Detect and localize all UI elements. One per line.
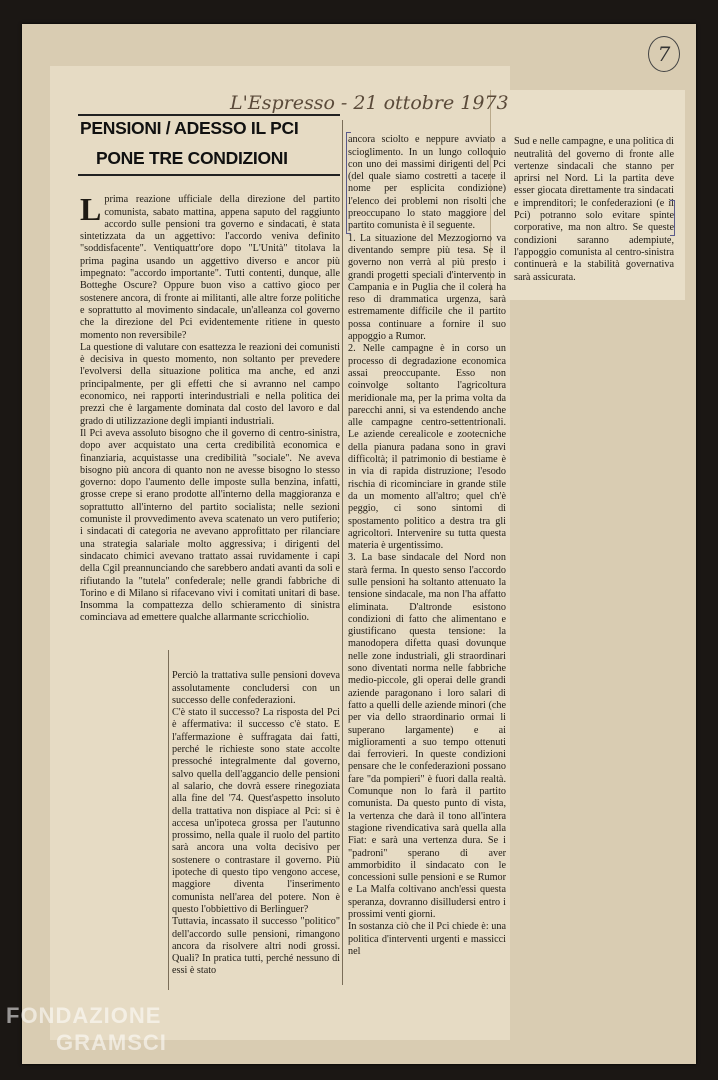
article-column-1 <box>80 182 340 642</box>
article-column-3-text: Sud e nelle campagne, e una politica di neutralità del governo di fronte alle vertenze sindacali che stanno per aprirsi nel Nord. Li la partita deve esser giocata direttamente tra sindacati e imprenditori; le confederazioni (e il Pci) potranno solo evitare spinte corporative, ma non altro. Se queste condizioni saranno adempiute, l'appoggio comunista al centro-sinistra continuerà e la stabilità governativa sarà assicurata. <box>514 136 674 283</box>
article-column-1b-text: Perciò la trattativa sulle pensioni doveva assolutamente concludersi con un successo delle confederazioni. C'è stato il successo? La risposta del Pci è affermativa: il successo c'è stato. E l'affermazione è suffragata dai fatti, perché le richieste sono state accolte pressoché integralmente dal governo, salvo quella dell'aggancio delle pensioni al salario, che dovrà essere rinegoziata alla fine del '74. Quest'aspetto insoluto della trattativa non dispiace al Pci: si è accesa un'ipoteca grossa per l'autunno prossimo, nella quale il ruolo del partito sarà ancora una volta decisivo per sostenere o contrastare il governo. Più ipoteche di questo tipo vengono accese, maggiore diventa l'inserimento comunista nell'area del potere. Non è questo l'obbiettivo di Berlinguer? Tuttavia, incassato il successo "politico" dell'accordo sulle pensioni, rimangono ancora da risolvere altri nodi grossi. Quali? In pratica tutti, perché nessuno di essi è stato <box>172 670 340 977</box>
article-column-3 <box>514 124 674 296</box>
handwritten-source-note: L'Espresso - 21 ottobre 1973 <box>230 92 509 114</box>
watermark-line-2: GRAMSCI <box>56 1030 167 1055</box>
column-divider <box>342 120 343 985</box>
article-column-1-text: prima reazione ufficiale della direzione del partito comunista, sabato mattina, appena saputo del raggiunto accordo sulle pensioni tra governo e sindacati, è stata sintetizzata da un aggettivo: l'accordo veniva definito "soddisfacente". Ventiquattr'ore dopo "L'Unità" titolava la prima pagina usando un aggettivo diverso e ancor più impegnato: "accordo importante". Tutti contenti, dunque, alle Botteghe Oscure? Oppure buon viso a cattivo gioco per sostenere ancora, di fronte ai militanti, alle altre forze politiche e soprattutto al movimento sindacale, un'alleanza col governo che la direzione del Pci evidentemente ritiene in questo momento non reversibile? La questione di valutare con esattezza le reazioni dei comunisti è decisiva in questo momento, non soltanto per prevedere l'evolversi della situazione politica ma anche, ed anzi principalmente, per gli effetti che si avranno nel campo economico, nei rapporti interindustriali e nella politica dei prezzi che è largamente dominata dal costo del lavoro e dal grado di utilizzazione degli impianti industriali. Il Pci aveva assoluto bisogno che il governo di centro-sinistra, dopo aver acquistato una certa credibilità economica e finanziaria, acquistasse una credibilità "sociale". Ne aveva bisogno più ancora di quanto non ne avesse bisogno lo stesso governo: dopo l'aumento delle imposte sulla benzina, infatti, grosse crepe si erano prodotte all'interno della maggioranza e soprattutto all'interno del partito socialista; nelle sezioni comuniste il provvedimento aveva scatenato un vero putiferio; i sindacati di categoria ne avevano approfittato per rilanciare una strategia salariale molto aggressiva; i dirigenti del sindacato chimici avevano trattato assai ruvidamente i capi della Cgil preannunciando che sarebbero andati avanti da soli e rifiutando la "tutela" confederale; nelle grandi fabbriche di Torino e di Milano si rifacevano vivi i comitati unitari di base. Insomma la compattezza dello schieramento di sinistra cominciava ad emettere qualche allarmante scricchiolio. <box>80 194 340 624</box>
pen-bracket-mark <box>346 132 351 234</box>
article-column-2-text: ancora sciolto e neppure avviato a scioglimento. In un lungo colloquio con uno dei massimi dirigenti del Pci (del quale siamo costretti a tacere il nome per esplicita condizione) l'elenco dei problemi non risolti che preoccupano lo stato maggiore del partito comunista è il seguente. 1. La situazione del Mezzogiorno va diventando sempre più tesa. Se il governo non verrà al più presto i grandi progetti speciali d'intervento in Campania e in Puglia che il colera ha reso di drammatica urgenza, sarà estremamente difficile che il partito possa continuare a fornire il suo appoggio a Rumor. 2. Nelle campagne è in corso un processo di degradazione economica assai preoccupante. Esso non coinvolge soltanto l'agricoltura meridionale ma, per la prima volta da parecchi anni, si va estendendo anche alle campagne centro-settentrionali. Le aziende cerealicole e zootecniche della pianura padana sono in gravi difficoltà; il patrimonio di bestiame è in via di rapida distruzione; l'esodo rischia di ricominciare in grande stile da un momento all'altro; quel ch'è peggio, ci sono sintomi di spostamento politico a destra tra gli agricoltori. Intervenire su tutta questa materia è urgentissimo. 3. La base sindacale del Nord non starà ferma. In questo senso l'accordo sulle pensioni ha soltanto attenuato la tensione sindacale, ma non l'ha affatto eliminata. D'altronde esistono condizioni di fatto che alimentano e giustificano questa tensione: la manodopera difetta quasi dovunque nelle zone industriali, gli straordinari sono diventati norma nelle fabbriche medio-piccole, gli operai delle grandi aziende paragonano i loro salari di fatto a quelli delle aziende minori (che per via dello straordinario ormai li superano largamente) e ai miglioramenti a suo tempo ottenuti dai ferrovieri. In queste condizioni pensare che le confederazioni possano fare "da pompieri" è fuori dalla realtà. Comunque non lo farà il partito comunista. Da questo punto di vista, la vertenza che darà il tono all'intera stagione rivendicativa sarà quella alla Fiat: e sarà una vertenza dura. Se i "padroni" sperano di aver ammorbidito il sindacato con le concessioni sulle pensioni e se Rumor e La Malfa coltivano anch'essi questa speranza, dovranno disilludersi entro i prossimi venti giorni. In sostanza ciò che il Pci chiede è: una politica d'interventi urgenti e massicci nel <box>348 134 506 957</box>
headline-rule-bottom <box>78 174 340 176</box>
headline-rule-top <box>78 114 340 116</box>
drop-cap: L <box>80 191 102 228</box>
article-column-2 <box>348 122 506 982</box>
pen-bracket-mark-right <box>670 200 675 236</box>
page-number: 7 <box>648 36 680 72</box>
watermark-line-1: FONDAZIONE <box>6 1003 162 1028</box>
column-divider-lower <box>168 650 169 990</box>
headline-line-2: PONE TRE CONDIZIONI <box>96 148 288 168</box>
article-column-1b <box>172 658 340 977</box>
headline-line-1: PENSIONI / ADESSO IL PCI <box>80 118 299 138</box>
